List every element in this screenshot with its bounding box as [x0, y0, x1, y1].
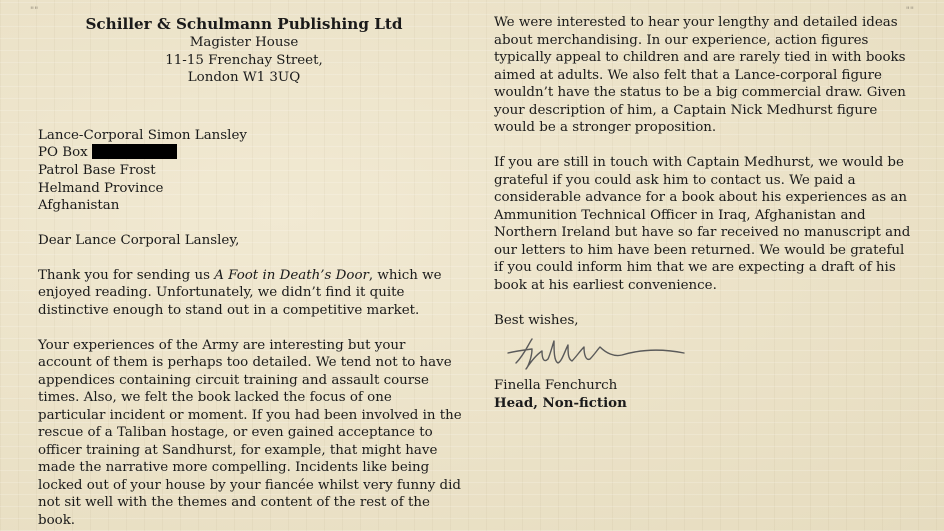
paragraph-1 — [38, 267, 463, 320]
corner-mark-left: "" — [30, 6, 39, 16]
recipient-po-box-label: PO Box — [38, 145, 88, 161]
letterhead — [38, 14, 450, 87]
paragraph-1-start: Thank you for sending us — [38, 267, 215, 283]
paragraph-2: Your experiences of the Army are interesting but your account of them is perhaps too detailed. We tend not to have appendices containing circuit training and assault course times. Also, we felt the book lacked the focus of one particular incident or moment. If you had been involved in the rescue of a Taliban hostage, or even gained acceptance to officer training at Sandhurst, for example, that might have made the narrative more compelling. Incidents like being locked out of your house by your fiancée whilst very funny did not sit well with the themes and content of the rest of the book. — [38, 337, 462, 528]
letterhead-building: Magister House — [189, 35, 299, 50]
left-column — [38, 14, 463, 529]
book-title: A Foot in Death’s Door — [214, 267, 369, 283]
letterhead-city: London W1 3UQ — [187, 70, 301, 86]
right-column — [494, 14, 914, 412]
paragraph-3: We were interested to hear your lengthy and detailed ideas about merchandising. In our experience, action figures typically appeal to children and are rarely tied in with books aimed at adults. We also felt that a Lance-corporal figure wouldn’t have the status to be a big commercial draw. Given your description of him, a Captain Nick Medhurst figure would be a stronger proposition. — [494, 15, 906, 135]
paragraph-1-end: , which we enjoyed reading. Unfortunately, we didn’t find it quite distinctive enough to stand out in a competitive market. — [38, 267, 442, 318]
salutation: Dear Lance Corporal Lansley, — [38, 232, 240, 248]
signer-title: Head, Non-fiction — [494, 394, 627, 411]
closing: Best wishes, — [494, 312, 579, 328]
recipient-base: Patrol Base Frost — [38, 162, 156, 178]
paragraph-4: If you are still in touch with Captain Medhurst, we would be grateful if you could ask him to contact us. We paid a considerable advance for a book about his experiences as an Ammunition Technical Officer in Iraq, Afghanistan and Northern Ireland but have so far received no manuscript and our letters to him have been returned. We would be grateful if you could inform him that we are expecting a draft of his book at his earliest convenience. — [494, 155, 911, 293]
recipient-address — [38, 127, 463, 215]
recipient-name: Lance-Corporal Simon Lansley — [38, 127, 247, 143]
recipient-po-box-line — [38, 144, 463, 162]
redaction-bar — [92, 144, 177, 159]
company-name: Schiller & Schulmann Publishing Ltd — [85, 15, 403, 33]
recipient-province: Helmand Province — [38, 180, 164, 196]
signature-image — [502, 333, 692, 373]
recipient-country: Afghanistan — [38, 198, 120, 214]
letterhead-street: 11-15 Frenchay Street, — [165, 52, 323, 68]
corner-mark-right: "" — [905, 6, 914, 16]
signer-name: Finella Fenchurch — [494, 378, 618, 393]
